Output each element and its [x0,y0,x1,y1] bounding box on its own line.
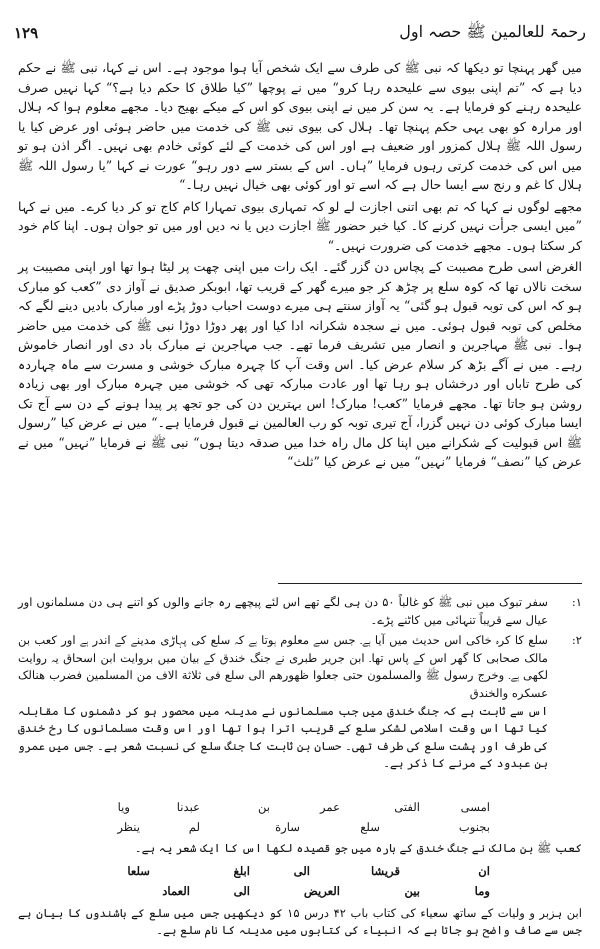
verse-word: العریض [303,884,340,898]
running-title: رحمۃ للعالمین ﷺ حصہ اول [399,22,586,41]
verse-word: الی [293,864,310,878]
footnote-divider [278,583,582,584]
verse-word: الی [233,884,250,898]
verse-word: سلعا [127,864,150,878]
verse-word: الفتی [394,800,420,814]
verse-word: لم [188,820,200,834]
verse-word: ینظر [117,820,140,834]
verse-line [110,884,490,902]
verse-word: ان [478,864,490,878]
verse-intro: کعب ﷺ بن مالک نے جنگ خندق کے بارہ میں جو قصیدہ لکھا اس کا ایک شعر یہ ہے۔ [134,841,582,855]
verse-line [110,864,490,882]
footnote-text: اس سے ثابت ہے کہ جنگ خندق میں جب مسلمانوں نے مدینہ میں محصور ہو کر دشمنوں کا مقابلہ کیا تھا اس وقت اسلامی لشکر سلع کے قریب اترا ہوا تھا اور اس وقت مسلمانوں کا رخ خندق کی طرف اور پشت سلع کی طرف تھی۔ حسان بن ثابت کا جنگ سلع کی نسبت شعر ہے۔ جس میں عمرو بن عبدود کے مرنے کا ذکر ہے۔ [18,703,548,771]
verse-word: امسی [460,800,490,814]
verse-word: ویا [117,800,130,814]
verse-word: العماد [162,884,190,898]
verse-word: ابلغ [233,864,250,878]
footnote-text: سفر تبوک میں نبی ﷺ کو غالباً ۵۰ دن ہی لگے تھے اس لئے پیچھے رہ جانے والوں کو اتنے ہی دن مسلمانوں اور عیال سے قریباً تنہائی میں کاٹنے پڑے۔ [18,595,549,627]
paragraph: میں گھر پہنچا تو دیکھا کہ نبی ﷺ کی طرف سے ایک شخص آیا ہوا موجود ہے۔ اس نے کہا، نبی ﷺ نے حکم دیا ہے کہ ”تم اپنی بیوی سے علیحدہ رہا کرو“ میں نے پوچھا ”کیا طلاق کا حکم دیا ہے؟“ کہا نہیں صرف علیحدہ رہنے کو فرمایا ہے۔ یہ سن کر میں نے اپنی بیوی کو اس کے میکے بھیج دیا۔ مجھے معلوم ہوا کہ ہلال اور مرارہ کو بھی یہی حکم پہنچا تھا۔ ہلال کی بیوی نبی ﷺ کی خدمت میں حاضر ہوئی اور عرض کیا یا رسول اللہ ﷺ ہلال کمزور اور ضعیف ہے اور اس کی خدمت کے لئے کوئی خادم بھی نہیں۔ اگر اذن ہو تو میں اس کی خدمت کرتی رہوں فرمایا ”ہاں۔ اس کے بستر سے دور رہو“ عورت نے کہا ”یا رسول اللہ ﷺ ہلال کا غم و رنج سے ایسا حال ہے کہ اسے تو اور کوئی بھی خیال نہیں رہا۔“ [18,60,582,192]
page-number: ۱۲۹ [14,24,39,42]
verse-word: بجنوب [458,820,490,834]
main-text [18,58,582,474]
paragraph: مجھے لوگوں نے کہا کہ تم بھی اتنی اجازت لے لو کہ تمہاری بیوی تمہارا کام کاج تو کر دیا کرے۔ میں نے کہا ”میں ایسی جرأت نہیں کرنے کا۔ کیا خبر حضور ﷺ اجازت دیں یا نہ دیں اور میں تو جوان ہوں۔ اپنا کام خود کر سکتا ہوں۔ مجھے خدمت کی ضرورت نہیں۔“ [18,198,582,253]
verse-word: بین [404,884,420,898]
verse-word: بن [257,800,270,814]
paragraph: الغرض اسی طرح مصیبت کے پچاس دن گزر گئے۔ ایک رات میں اپنی چھت پر لیٹا ہوا تھا اور اپنی مصیبت پر سخت نالاں تھا کہ کوہ سلع پر چڑھ کر جو میرے گھر کے قریب تھا، ابوبکر صدیق نے آواز دی ”کعب کو مبارک ہو کہ اس کی توبہ قبول ہو گئی“ یہ آواز سنتے ہی میرے دوست احباب دوڑ پڑے اور مبارک بادیں دینے لگے کہ مخلص کی توبہ قبول ہوئی۔ میں نے سجدہ شکرانہ ادا کیا اور پھر دوڑا دوڑا نبی ﷺ کی خدمت میں حاضر ہوا۔ نبی ﷺ مہاجرین و انصار میں تشریف فرما تھے۔ جب مہاجرین نے مبارک باد دی اور انصار خاموش رہے۔ میں نے آگے بڑھ کر سلام عرض کیا۔ اس وقت آپ کا چہرہ مبارک خوشی و مسرت سے ماہ چہاردہ کی طرح تاباں اور درخشاں ہو رہا تھا اور عادت مبارکہ تھی کہ خوشی میں چہرہ مبارک اور بھی زیادہ روشن ہو جاتا تھا۔ مجھے فرمایا ”کعب! مبارک! اس بہترین دن کی جو تجھ پر پیدا ہونے کے دن سے آج تک ایسا مبارک کوئی دن نہیں گزرا، آج تیری توبہ کو رب العالمین نے قبول فرمایا ہے۔“ میں نے عرض کیا ”رسول ﷺ اس قبولیت کے شکرانے میں اپنا کل مال راہ خدا میں صدقہ دیتا ہوں“ نبی ﷺ نے فرمایا ”نہیں“ میں نے عرض کیا ”نصف“ فرمایا ”نہیں“ میں نے عرض کیا ”ثلث“ [18,259,582,469]
footnote-text: سلع کا کرہ خاکی اس حدیث میں آیا ہے۔ جس سے معلوم ہوتا ہے کہ سلع کی پہاڑی مدینے کے اندر ہے اور کعب بن مالک صحابی کا گھر اس کے پاس تھا۔ ابن جریر طبری نے جنگ خندق کے بیان میں بروایت ابن اسحاق یہ روایت لکھی ہے۔ وخرج رسول ﷺ والمسلمون حتی جعلوا ظهورهم الی سلع فی ثلاثة الاف من المسلمین فضرب هنالک عسکره والخندق [18,633,548,700]
footnote [18,632,582,773]
verse-line [110,800,490,818]
verse-word: وما [474,884,490,898]
verse-word: سارة [275,820,300,834]
footnote-closing: ابن ہزبر و ولیات کے ساتھ سعیاء کی کتاب باب ۴۲ درس ۱۵ کو دیکھیں جس میں سلع کے باشندوں کا بیان ہے جس سے صاف واضح ہو جاتا ہے کہ انبیاء کی کتابوں میں مدینہ کا نام سلع ہے۔ [18,906,583,937]
footnotes [18,594,582,776]
footnote-number: ۱: [571,595,582,609]
page-header [14,22,586,46]
verse-word: قریشا [370,864,400,878]
footnote-number: ۲: [571,633,582,648]
verse-line [110,820,490,838]
footnote [18,594,582,629]
verse-word: عبدنا [176,800,200,814]
verse-word: سلع [360,820,380,834]
verse-word: عمر [319,800,340,814]
